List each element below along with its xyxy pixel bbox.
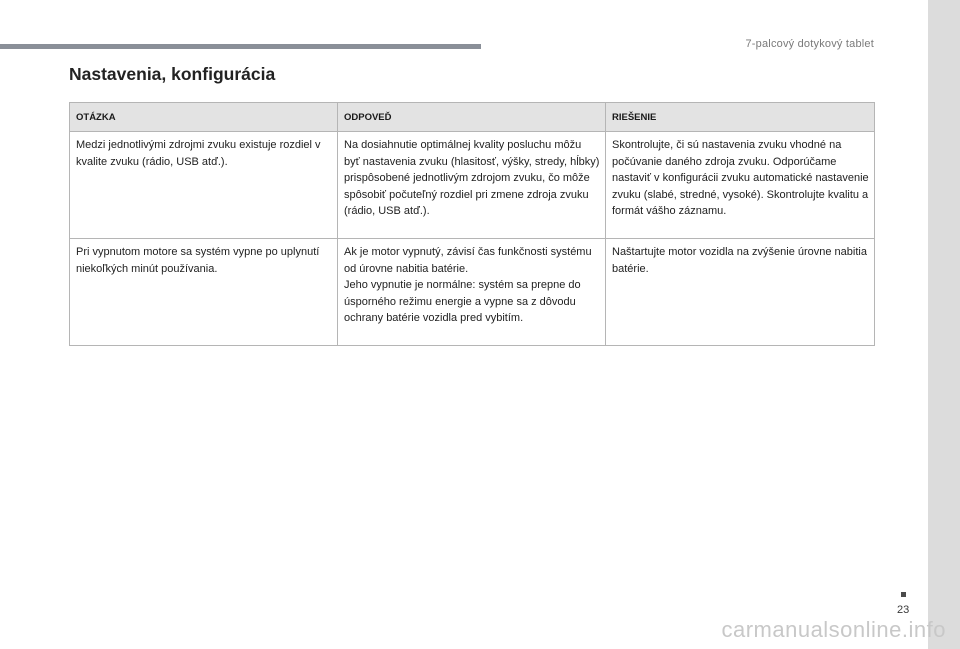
faq-table: [69, 102, 875, 346]
question-cell: Pri vypnutom motore sa systém vypne po uplynutí niekoľkých minút používania.: [70, 239, 338, 346]
question-cell: Medzi jednotlivými zdrojmi zvuku existuje rozdiel v kvalite zvuku (rádio, USB atď.).: [70, 132, 338, 239]
watermark: carmanualsonline.info: [721, 617, 946, 642]
page-title: Nastavenia, konfigurácia: [69, 64, 276, 84]
solution-cell: Naštartujte motor vozidla na zvýšenie úrovne nabitia batérie.: [606, 239, 875, 346]
page-number: 23: [897, 604, 910, 616]
column-header-answer: ODPOVEĎ: [338, 103, 606, 132]
side-margin-strip: [928, 0, 960, 649]
page-marker: [901, 592, 906, 597]
column-header-question: OTÁZKA: [70, 103, 338, 132]
column-header-solution: RIEŠENIE: [606, 103, 875, 132]
answer-cell: Ak je motor vypnutý, závisí čas funkčnosti systému od úrovne nabitia batérie. Jeho vypnutie je normálne: systém sa prepne do úsporného režimu energie a vypne sa z dôvodu ochrany batérie vozidla pred vybitím.: [338, 239, 606, 346]
table-header-row: [70, 103, 875, 132]
answer-cell: Na dosiahnutie optimálnej kvality posluchu môžu byť nastavenia zvuku (hlasitosť, výšky, stredy, hĺbky) prispôsobené jednotlivým zdrojom zvuku, čo môže spôsobiť počuteľný rozdiel pri zmene zdroja zvuku (rádio, USB atď.).: [338, 132, 606, 239]
table-row: [70, 132, 875, 239]
solution-cell: Skontrolujte, či sú nastavenia zvuku vhodné na počúvanie daného zdroja zvuku. Odporúčame nastaviť v konfigurácii zvuku automatické nastavenie zvuku (slabé, stredné, vysoké). Skontrolujte kvalitu a formát vášho záznamu.: [606, 132, 875, 239]
running-head: 7-palcový dotykový tablet: [745, 38, 874, 50]
table-row: [70, 239, 875, 346]
header-rule: [0, 44, 481, 49]
